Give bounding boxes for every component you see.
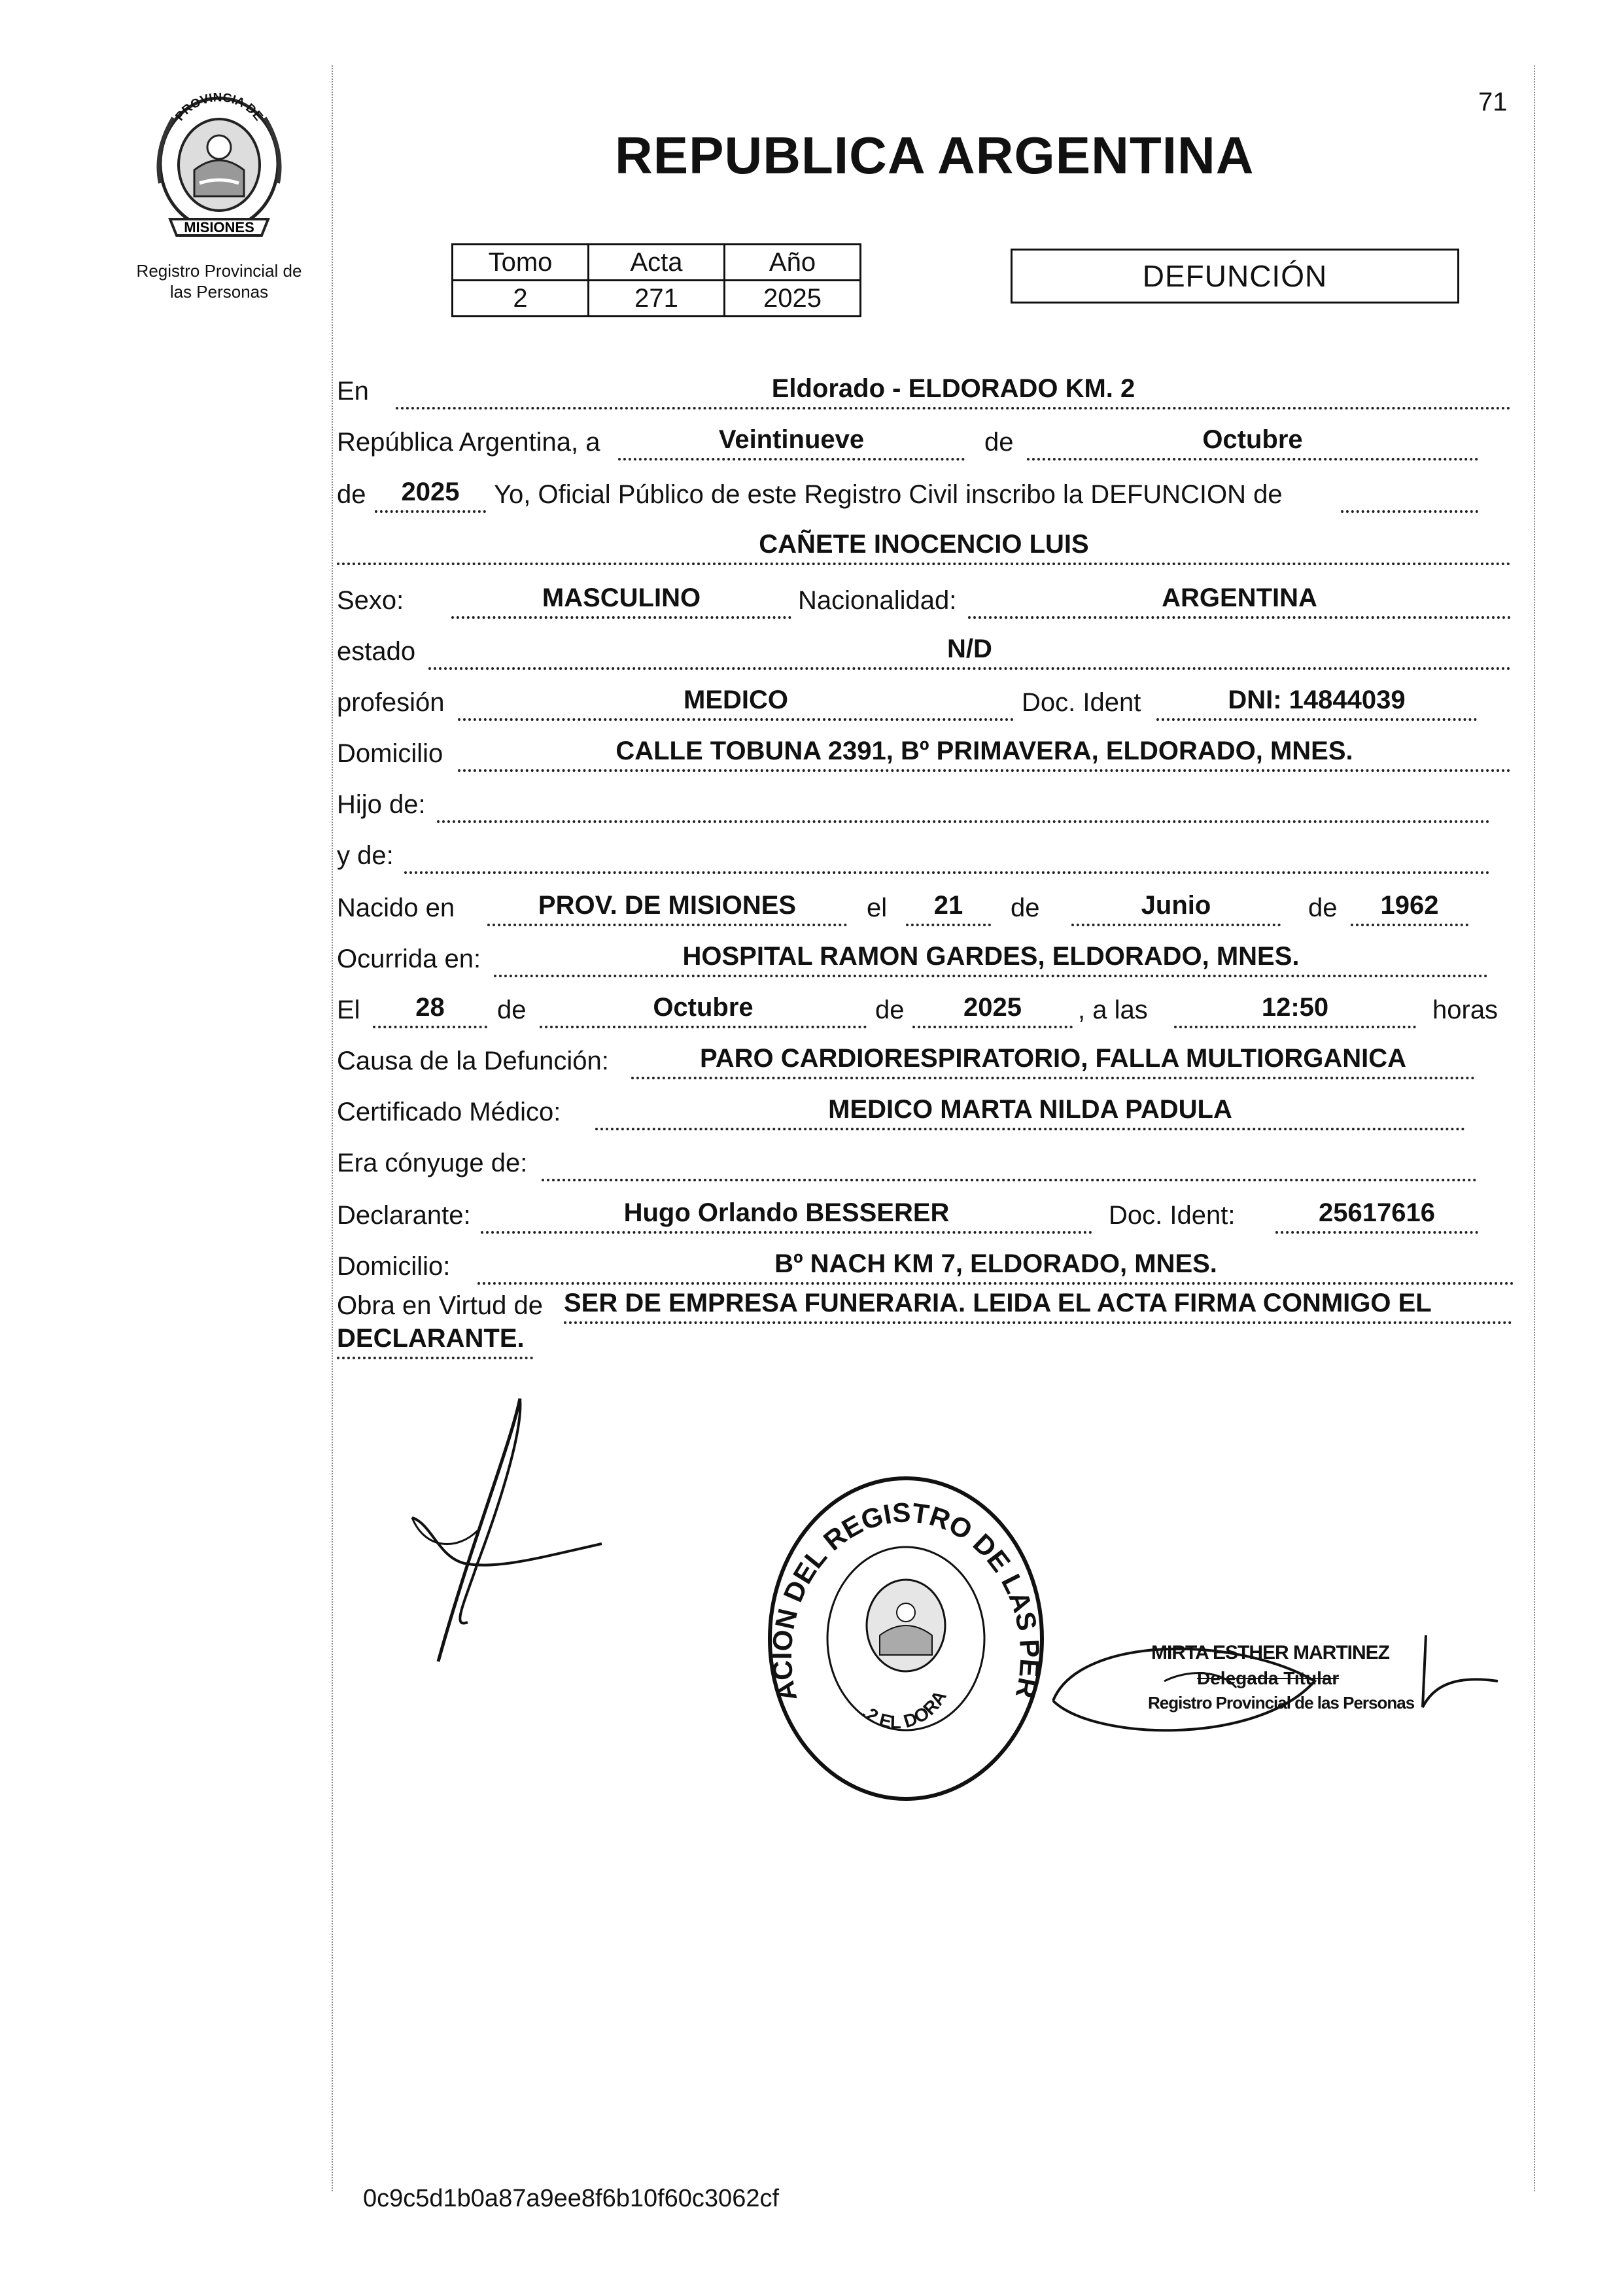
record-table-value-anio: 2025: [725, 281, 861, 317]
civil-status-field: N/D: [428, 633, 1511, 670]
profession-field: MEDICO: [458, 684, 1014, 721]
id-document-field: DNI: 14844039: [1156, 684, 1477, 721]
declarant-field: Hugo Orlando BESSERER: [481, 1197, 1092, 1234]
mother-field: [404, 837, 1490, 874]
page-title: REPUBLICA ARGENTINA: [615, 126, 1255, 184]
record-table-header-tomo: Tomo: [453, 245, 589, 281]
registry-caption: [111, 260, 327, 302]
date-line-label: República Argentina, a: [337, 428, 600, 457]
record-table-value-acta: 271: [589, 281, 725, 317]
year-line-de-label: de: [337, 480, 366, 509]
father-label: Hijo de:: [337, 790, 426, 819]
place-label: En: [337, 377, 369, 406]
registry-caption-line2: las Personas: [169, 282, 269, 302]
birth-day-field: 21: [906, 890, 991, 926]
registry-caption-line1: Registro Provincial de: [136, 261, 302, 281]
legal-basis-field-line1: SER DE EMPRESA FUNERARIA. LEIDA EL ACTA FIRMA CONMIGO EL: [564, 1287, 1512, 1324]
official-role: Delegada Titular: [1197, 1668, 1340, 1688]
death-time-field: 12:50: [1174, 992, 1416, 1028]
medical-certificate-label: Certificado Médico:: [337, 1098, 561, 1126]
death-year-field: 2025: [912, 992, 1073, 1028]
death-el-label: El: [337, 996, 360, 1024]
legal-basis-field-line2: DECLARANTE.: [337, 1323, 533, 1359]
place-field: Eldorado - ELDORADO KM. 2: [396, 373, 1511, 409]
stamp-inner-text: .2 EL DORA: [858, 1686, 950, 1733]
record-table-value-row: [453, 281, 861, 317]
birth-de2-label: de: [1308, 894, 1338, 922]
birthplace-field: PROV. DE MISIONES: [487, 890, 847, 926]
declarant-signature: [392, 1393, 615, 1668]
registration-year-field: 2025: [375, 476, 486, 513]
birth-month-field: Junio: [1071, 890, 1281, 926]
declaration-text: Yo, Oficial Público de este Registro Civil inscribo la DEFUNCION de: [494, 480, 1283, 509]
registration-day-field: Veintinueve: [618, 424, 965, 461]
occurred-at-field: HOSPITAL RAMON GARDES, ELDORADO, MNES.: [494, 941, 1488, 977]
misiones-coat-of-arms-logo: [147, 85, 291, 242]
record-table-header-anio: Año: [725, 245, 861, 281]
spouse-label: Era cónyuge de:: [337, 1149, 528, 1177]
document-hash: 0c9c5d1b0a87a9ee8f6b10f60c3062cf: [363, 2185, 780, 2212]
spouse-field: [542, 1145, 1477, 1181]
death-month-field: Octubre: [540, 992, 867, 1028]
occurred-at-label: Ocurrida en:: [337, 945, 481, 973]
nationality-label: Nacionalidad:: [798, 586, 957, 615]
stamp-outer-text: ACIÓN DEL REGISTRO DE LAS PER: [766, 1497, 1046, 1705]
official-office: Registro Provincial de las Personas: [1148, 1693, 1415, 1713]
declarant-id-field: 25617616: [1275, 1197, 1478, 1234]
profession-label: profesión: [337, 688, 445, 717]
death-de1-label: de: [497, 996, 527, 1024]
declarant-label: Declarante:: [337, 1201, 471, 1230]
registry-stamp: [759, 1465, 1053, 1805]
father-field: [437, 786, 1490, 823]
logo-arc-text: PROVINCIA DE: [173, 90, 266, 124]
deceased-name-field: CAÑETE INOCENCIO LUIS: [337, 529, 1511, 565]
right-margin-line: [1534, 65, 1535, 2191]
registration-month-field: Octubre: [1027, 424, 1478, 461]
left-margin-line: [332, 65, 333, 2191]
record-table-header-acta: Acta: [589, 245, 725, 281]
death-day-field: 28: [373, 992, 487, 1028]
cause-label: Causa de la Defunción:: [337, 1047, 609, 1075]
document-type-box: DEFUNCIÓN: [1011, 249, 1459, 304]
declarant-id-label: Doc. Ident:: [1109, 1201, 1236, 1230]
legal-basis-label: Obra en Virtud de: [337, 1291, 544, 1320]
hours-label: horas: [1432, 996, 1498, 1024]
address-label: Domicilio: [337, 739, 443, 768]
cause-field: PARO CARDIORESPIRATORIO, FALLA MULTIORGANICA: [631, 1043, 1475, 1079]
medical-certificate-field: MEDICO MARTA NILDA PADULA: [595, 1094, 1465, 1130]
declaration-trailing-field: [1341, 476, 1478, 513]
nationality-field: ARGENTINA: [968, 582, 1511, 619]
address-field: CALLE TOBUNA 2391, Bº PRIMAVERA, ELDORADO, MNES.: [458, 735, 1511, 772]
record-table: [451, 243, 861, 317]
official-name: MIRTA ESTHER MARTINEZ: [1151, 1642, 1389, 1663]
declarant-address-field: Bº NACH KM 7, ELDORADO, MNES.: [477, 1248, 1514, 1285]
birth-el-label: el: [867, 894, 888, 922]
declarant-address-label: Domicilio:: [337, 1252, 451, 1281]
official-signature-block: [1040, 1609, 1511, 1779]
civil-status-label: estado: [337, 637, 416, 666]
page-number: 71: [1478, 88, 1508, 116]
sex-field: MASCULINO: [451, 582, 791, 619]
date-line-de-label: de: [984, 428, 1014, 457]
mother-label: y de:: [337, 841, 394, 870]
death-time-label: , a las: [1078, 996, 1148, 1024]
record-table-header-row: [453, 245, 861, 281]
sex-label: Sexo:: [337, 586, 404, 615]
id-document-label: Doc. Ident: [1022, 688, 1141, 717]
birth-de1-label: de: [1011, 894, 1040, 922]
death-de2-label: de: [875, 996, 905, 1024]
birthplace-label: Nacido en: [337, 894, 455, 922]
logo-banner-text: MISIONES: [184, 219, 254, 235]
birth-year-field: 1962: [1351, 890, 1468, 926]
record-table-value-tomo: 2: [453, 281, 589, 317]
